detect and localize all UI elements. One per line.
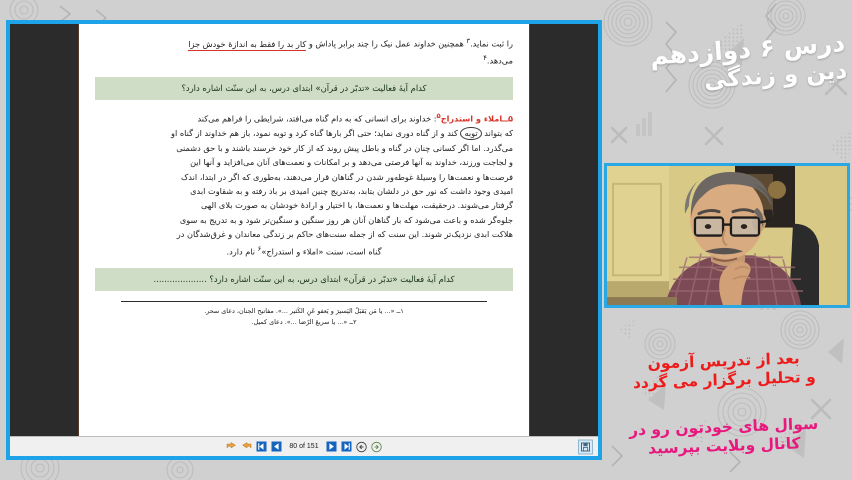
footnote-ref-4: ۴ — [483, 54, 487, 63]
lesson-title-line-2: دین و زندگی — [703, 57, 848, 94]
next-view-icon[interactable] — [241, 441, 252, 452]
instructor-video-feed[interactable] — [604, 163, 850, 308]
previous-page-icon[interactable] — [271, 441, 282, 452]
body-line-6: امیدی وجود داشت که نور حق در دلشان بتابد، به‌تدریج چنین امیدی بر باد رفته و به شقاوت ابدی — [190, 186, 513, 197]
body-line-2b: کند و از گناه دوری نماید؛ حتی اگر بارها گناه کرد و توبه نمود، باز هم خداوند از گناه او — [171, 128, 461, 139]
last-page-icon[interactable] — [341, 441, 352, 452]
body-line-tail: نام دارد. — [226, 246, 258, 257]
body-line-1: : خداوند برای انسانی که به دام گناه می‌افتد، شرایطی را فراهم می‌کند — [197, 114, 437, 125]
pdf-page-area[interactable] — [10, 24, 598, 436]
exam-notice-line-2: و تحلیل برگزار می گردد — [632, 368, 817, 393]
save-icon[interactable] — [578, 439, 593, 454]
footnote-1: ۱ــ «... یا مَن یَقبَلُ الیَسیرَ و یَعفو عَنِ الکَثیر ...». مفاتیح الجنان، دعای سحر. — [204, 306, 404, 315]
top-paragraph-text-mid: همچنین خداوند عمل نیک را چند برابر پاداش و — [306, 38, 467, 49]
lesson-title-line-1: درس ۶ دوازدهم — [648, 28, 847, 71]
body-line-7: گرفتار می‌شوند. درحقیقت، مهلت‌ها و نعمت‌ها، با اختیار و ارادهٔ خودشان به صورت بلای الهی — [200, 200, 513, 211]
next-page-icon[interactable] — [326, 441, 337, 452]
back-icon[interactable] — [356, 441, 367, 452]
footnote-ref-3: ۳ — [466, 37, 471, 45]
section-body — [95, 109, 513, 259]
circled-annotation: توبه — [460, 127, 481, 140]
section-heading: املاء و استدراج — [440, 114, 503, 125]
activity-box-top: کدام آیهٔ فعالیت «تدبّر در قرآن» ابتدای درس، به این سنّت اشاره دارد؟ — [95, 77, 513, 100]
top-paragraph-text-start: را ثبت نماید. — [470, 38, 513, 49]
top-paragraph-text-end: می‌دهد. — [486, 55, 513, 66]
footnote-separator — [121, 301, 487, 302]
document-page — [79, 24, 529, 436]
body-line-5: فرصت‌ها و نعمت‌ها را وسیلهٔ غوطه‌ور شدن در گناهان قرار می‌دهند، به‌طوری که اگر در ابتدا، اندک — [180, 171, 513, 182]
footnote-ref-5: ۵ — [436, 112, 441, 121]
activity-box-bottom: کدام آیهٔ فعالیت «تدبّر در قرآن» ابتدای درس، به این سنّت اشاره دارد؟ .................... — [95, 268, 513, 291]
body-line-2a: که بتواند — [481, 128, 513, 139]
forward-icon[interactable] — [371, 441, 382, 452]
body-line-10: گناه است، سنت «املاء و استدراج» — [261, 246, 382, 257]
top-paragraph — [95, 34, 513, 68]
pdf-toolbar[interactable] — [10, 436, 598, 456]
red-underlined-phrase: کار بد را فقط به اندازهٔ خودش جزا — [188, 38, 307, 49]
channel-promo-line-2: کانال وبلایت بپرسید — [647, 434, 801, 459]
page-gutter-right — [529, 24, 598, 436]
body-line-9: هلاکت ابدی نزدیک‌تر شوند. این سنت که از جمله سنت‌های حاکم بر زندگی معاندان و غرق‌شدگان در — [176, 229, 513, 240]
channel-promo-line-1: سوال های خودتون رو در — [628, 414, 819, 440]
body-line-8: جلوه‌گر شده و باعث می‌شود که بار گناهان آنان هر روز سنگین و سنگین‌تر شود و به تدریج به سوی — [179, 214, 513, 225]
exam-notice-line-1: بعد از تدریس آزمون — [647, 349, 800, 373]
page-gutter-left — [10, 24, 79, 436]
body-line-3: می‌گذرد. اما اگر کسانی چنان در گناه و باطل پیش روند که از کار خود خرسند باشند و با حق دشمنی — [176, 142, 513, 153]
footnote-2: ۲ــ «... یا سریعَ الرّضا ...». دعای کمیل. — [251, 317, 357, 326]
first-page-icon[interactable] — [256, 441, 267, 452]
pdf-viewer-window[interactable] — [6, 20, 602, 460]
body-line-4: و لجاجت ورزند، خداوند به آنها فرصتی می‌دهد و بر امکانات و نعمت‌های آنان می‌افزاید و آنها این — [190, 157, 513, 168]
page-indicator[interactable]: 80 of 151 — [289, 443, 319, 450]
footnote-ref-6: ۶ — [257, 244, 262, 253]
previous-view-icon[interactable] — [226, 441, 237, 452]
section-number: ۵ــ — [502, 114, 513, 125]
channel-promo-overlay — [605, 414, 842, 461]
exam-notice-overlay — [605, 348, 842, 395]
footnotes — [95, 306, 513, 327]
